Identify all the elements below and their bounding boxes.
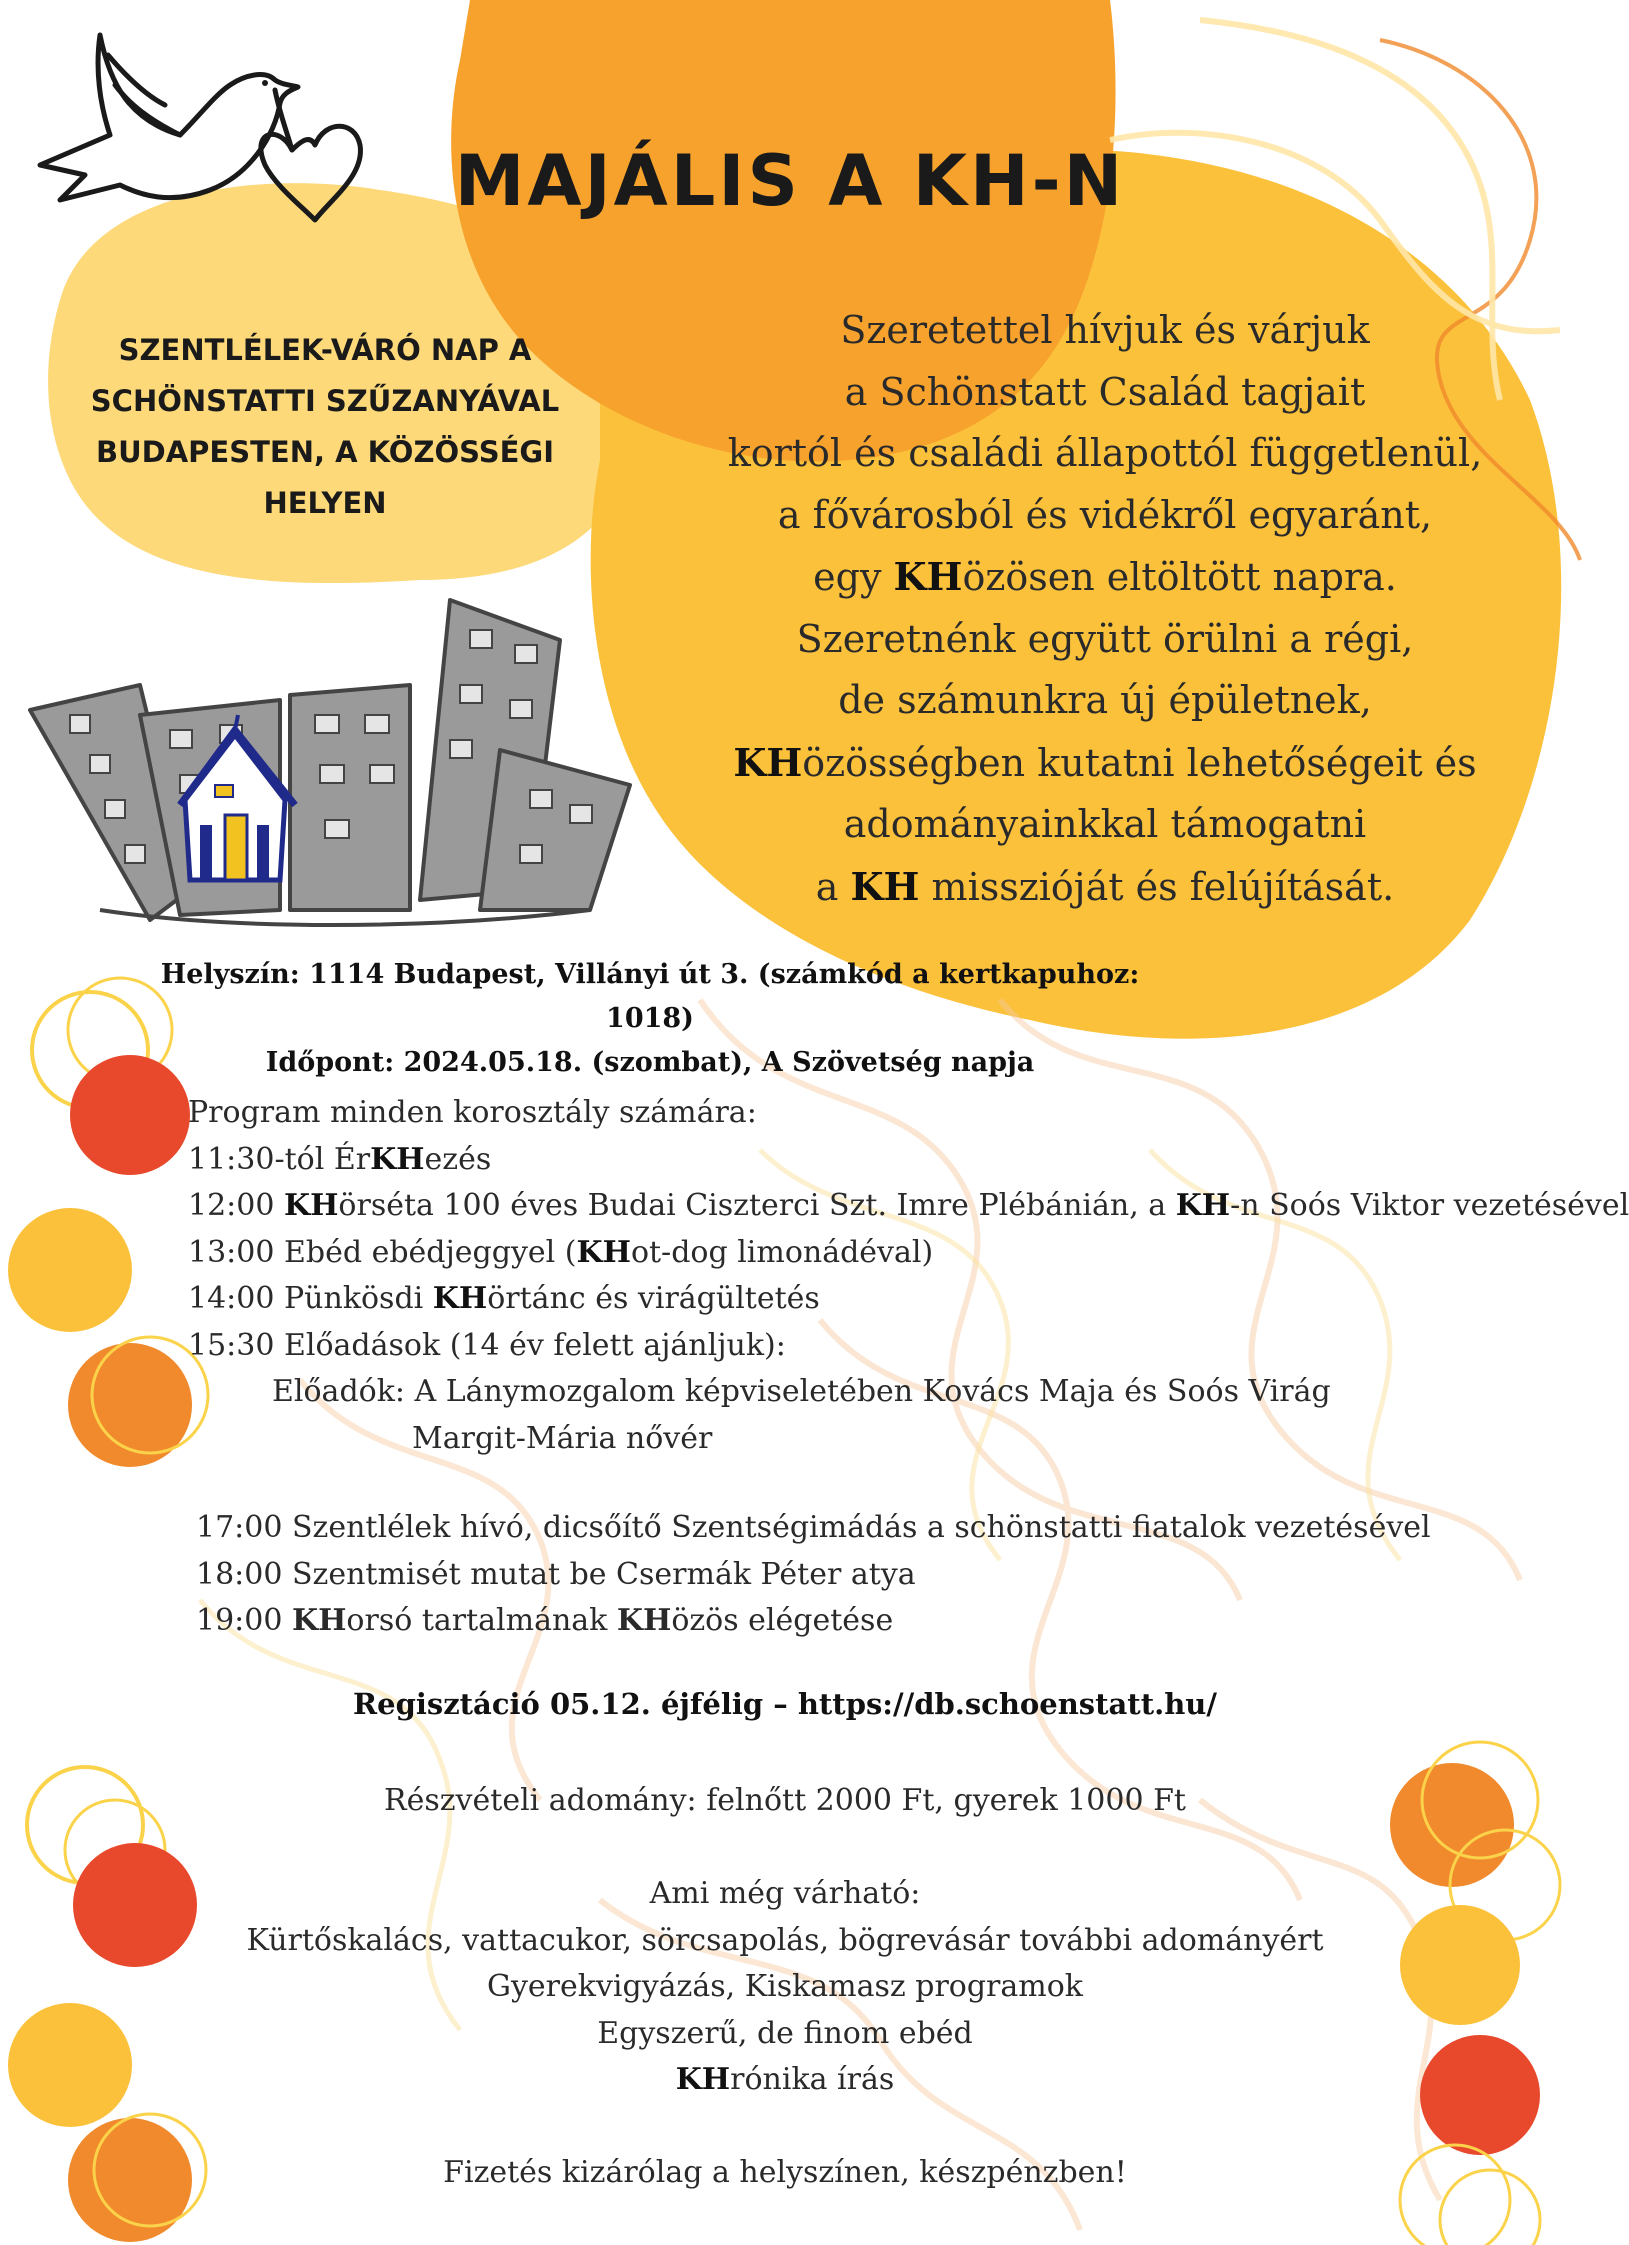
page-title: MAJÁLIS A KH-N xyxy=(454,140,1126,222)
expect-item: Egyszerű, de finom ebéd xyxy=(597,2015,973,2051)
program-item: 11:30-tól ÉrKHezés xyxy=(188,1141,492,1177)
event-info xyxy=(150,953,1150,1085)
invite-line: de számunkra új épületnek, xyxy=(838,678,1372,722)
payment-note: Fizetés kizárólag a helyszínen, készpénzben! xyxy=(443,2155,1127,2190)
subtitle-line: SCHÖNSTATTI SZŰZANYÁVAL xyxy=(90,384,560,418)
program-list-evening xyxy=(196,1505,1576,1645)
program-item: 12:00 KHörséta 100 éves Budai Ciszterci Szt. Imre Plébánián, a KH-n Soós Viktor vezetésével xyxy=(188,1188,1629,1223)
program-item: 17:00 Szentlélek hívó, dicsőítő Szentségimádás a schönstatti fiatalok vezetésével xyxy=(196,1510,1431,1545)
speakers-cont: Margit-Mária nővér xyxy=(412,1420,713,1456)
subtitle-line: BUDAPESTEN, A KÖZÖSSÉGI HELYEN xyxy=(95,435,554,520)
invite-line: egy KHözösen eltöltött napra. xyxy=(813,554,1397,599)
buildings-illustration xyxy=(30,590,670,930)
invite-line: a KH misszióját és felújítását. xyxy=(815,863,1395,909)
speakers: Előadók: A Lánymozgalom képviseletében Kovács Maja és Soós Virág xyxy=(272,1374,1331,1409)
dove-heart-icon xyxy=(30,25,390,235)
location: Helyszín: 1114 Budapest, Villányi út 3. (számkód a kertkapuhoz: 1018) xyxy=(160,959,1140,1034)
invite-line: a Schönstatt Család tagjait xyxy=(844,369,1366,414)
expect-heading: Ami még várható: xyxy=(649,1876,921,1911)
yellow-dot xyxy=(8,1208,132,1332)
program-list xyxy=(188,1090,1629,1462)
invite-line: kortól és családi állapottól függetlenül, xyxy=(727,431,1483,475)
invite-line: KHözösségben kutatni lehetőségeit és xyxy=(733,739,1477,785)
invite-line: Szeretnénk együtt örülni a régi, xyxy=(796,616,1414,661)
donation: Részvételi adomány: felnőtt 2000 Ft, gyerek 1000 Ft xyxy=(384,1783,1186,1818)
invite-line: a fővárosból és vidékről egyaránt, xyxy=(777,492,1433,537)
invite-line: adományainkkal támogatni xyxy=(843,802,1367,846)
bottom-info xyxy=(200,1778,1370,2197)
invitation-text xyxy=(690,300,1520,918)
program-heading: Program minden korosztály számára: xyxy=(188,1095,757,1130)
expect-item: KHrónika írás xyxy=(675,2062,895,2097)
expect-item: Gyerekvigyázás, Kiskamasz programok xyxy=(487,1969,1083,2004)
registration-link[interactable]: Regisztáció 05.12. éjfélig – https://db.schoenstatt.hu/ xyxy=(353,1687,1217,1721)
expect-item: Kürtőskalács, vattacukor, sörcsapolás, bögrevásár további adományért xyxy=(246,1922,1324,1958)
program-item: 19:00 KHorsó tartalmának KHözös elégetése xyxy=(196,1603,894,1638)
program-item: 14:00 Pünkösdi KHörtánc és virágültetés xyxy=(188,1281,820,1316)
program-item: 18:00 Szentmisét mutat be Csermák Péter atya xyxy=(196,1556,916,1592)
date: Időpont: 2024.05.18. (szombat), A Szövetség napja xyxy=(265,1047,1035,1078)
invite-line: Szeretettel hívjuk és várjuk xyxy=(840,308,1370,352)
subtitle-line: SZENTLÉLEK-VÁRÓ NAP A xyxy=(118,333,532,367)
program-item: 15:30 Előadások (14 év felett ajánljuk): xyxy=(188,1327,786,1363)
program-item: 13:00 Ebéd ebédjeggyel (KHot-dog limonádéval) xyxy=(188,1234,934,1270)
subtitle xyxy=(30,325,620,529)
